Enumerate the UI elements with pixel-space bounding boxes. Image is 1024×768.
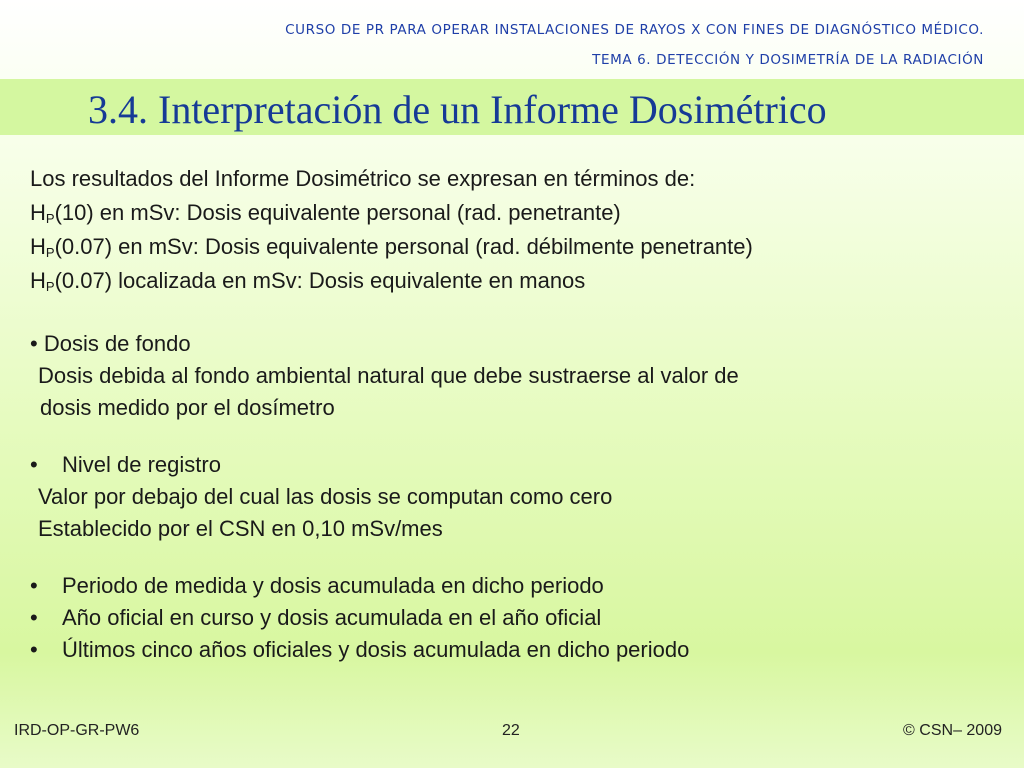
- quantity-symbol: H: [30, 268, 46, 293]
- section-line: Dosis debida al fondo ambiental natural que debe sustraerse al valor de: [38, 363, 739, 388]
- section-line: Valor por debajo del cual las dosis se computan como cero: [38, 484, 613, 509]
- quantity-symbol: H: [30, 234, 46, 259]
- bullet-icon: •: [30, 452, 38, 477]
- definition-text: (0.07) localizada en mSv: Dosis equivalente en manos: [54, 268, 586, 293]
- quantity-subscript: P: [45, 279, 55, 294]
- section-line: dosis medido por el dosímetro: [40, 395, 335, 420]
- section-heading-row: [30, 449, 612, 481]
- list-item-text: Periodo de medida y dosis acumulada en dicho periodo: [62, 573, 604, 598]
- section-nivel-registro: [30, 449, 612, 545]
- section-heading: Dosis de fondo: [43, 331, 191, 356]
- definition-item: [30, 196, 753, 230]
- definition-item: [30, 230, 753, 264]
- bullet-icon: •: [30, 331, 38, 356]
- course-header: CURSO DE PR PARA OPERAR INSTALACIONES DE RAYOS X CON FINES DE DIAGNÓSTICO MÉDICO.: [285, 22, 984, 38]
- bullet-icon: •: [30, 573, 38, 598]
- quantity-symbol: H: [30, 200, 46, 225]
- definition-item: [30, 264, 753, 298]
- list-item-text: Año oficial en curso y dosis acumulada en el año oficial: [62, 605, 602, 630]
- section-heading-row: [30, 328, 739, 360]
- definition-text: (10) en mSv: Dosis equivalente personal (rad. penetrante): [54, 200, 621, 225]
- intro-block: [30, 162, 753, 298]
- page-number: 22: [502, 722, 520, 739]
- slide-title: 3.4. Interpretación de un Informe Dosimétrico: [88, 87, 827, 132]
- footer-copyright: © CSN– 2009: [903, 722, 1002, 739]
- list-item-text: Últimos cinco años oficiales y dosis acumulada en dicho periodo: [62, 637, 690, 662]
- list-item: [30, 570, 689, 602]
- list-item: [30, 602, 689, 634]
- list-item: [30, 634, 689, 666]
- section-periodos: [30, 570, 689, 666]
- section-dosis-fondo: [30, 328, 739, 424]
- topic-header: TEMA 6. DETECCIÓN Y DOSIMETRÍA DE LA RADIACIÓN: [592, 52, 984, 68]
- intro-lead: Los resultados del Informe Dosimétrico se expresan en términos de:: [30, 166, 696, 191]
- quantity-subscript: P: [45, 245, 55, 260]
- definition-text: (0.07) en mSv: Dosis equivalente personal (rad. débilmente penetrante): [54, 234, 753, 259]
- section-line: Establecido por el CSN en 0,10 mSv/mes: [38, 516, 443, 541]
- bullet-icon: •: [30, 637, 38, 662]
- quantity-subscript: P: [45, 211, 55, 226]
- bullet-icon: •: [30, 605, 38, 630]
- section-heading: Nivel de registro: [62, 452, 221, 477]
- footer-code: IRD-OP-GR-PW6: [14, 722, 140, 739]
